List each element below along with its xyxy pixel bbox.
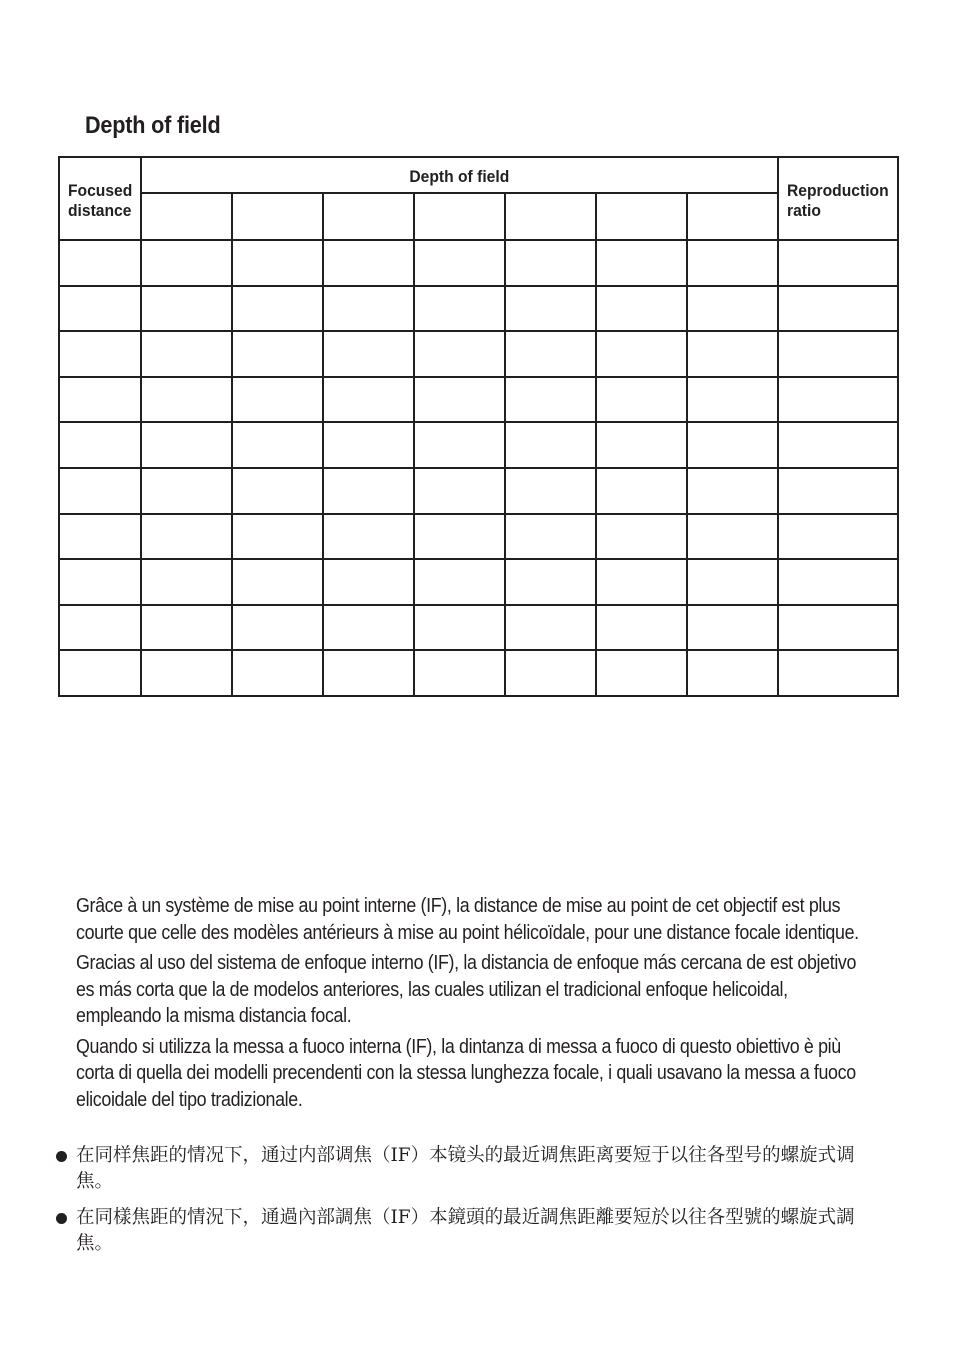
table-cell xyxy=(687,240,778,286)
table-cell xyxy=(778,286,898,332)
table-cell xyxy=(59,240,141,286)
table-cell xyxy=(778,605,898,651)
table-cell xyxy=(778,422,898,468)
dof-subheader-cell xyxy=(687,193,778,240)
table-cell xyxy=(414,468,505,514)
focused-distance-header: Focused distance xyxy=(59,157,141,240)
dof-subheader-cell xyxy=(232,193,323,240)
table-cell xyxy=(232,331,323,377)
table-subheader-row xyxy=(59,193,898,240)
table-row xyxy=(59,605,898,651)
table-cell xyxy=(232,422,323,468)
table-cell xyxy=(59,559,141,605)
table-row xyxy=(59,286,898,332)
table-cell xyxy=(505,331,596,377)
table-cell xyxy=(141,514,232,560)
table-cell xyxy=(414,605,505,651)
dof-subheader-cell xyxy=(323,193,414,240)
table-cell xyxy=(505,650,596,696)
table-cell xyxy=(414,240,505,286)
table-cell xyxy=(323,559,414,605)
table-cell xyxy=(505,514,596,560)
table-cell xyxy=(323,286,414,332)
table-cell xyxy=(596,468,687,514)
table-cell xyxy=(414,559,505,605)
table-cell xyxy=(596,514,687,560)
table-cell xyxy=(414,514,505,560)
table-cell xyxy=(141,650,232,696)
depth-of-field-header: Depth of field xyxy=(141,157,778,193)
section-title: Depth of field xyxy=(85,112,221,139)
table-row xyxy=(59,240,898,286)
dof-subheader-cell xyxy=(505,193,596,240)
bullet-dot-icon xyxy=(56,1213,67,1224)
table-cell xyxy=(414,422,505,468)
table-cell xyxy=(323,468,414,514)
table-cell xyxy=(505,605,596,651)
table-cell xyxy=(778,650,898,696)
table-cell xyxy=(141,559,232,605)
table-cell xyxy=(59,286,141,332)
table-cell xyxy=(778,240,898,286)
table-cell xyxy=(59,422,141,468)
table-row xyxy=(59,650,898,696)
table-cell xyxy=(505,559,596,605)
table-cell xyxy=(323,331,414,377)
table-row xyxy=(59,331,898,377)
description-text xyxy=(76,893,876,1117)
table-cell xyxy=(232,377,323,423)
table-header-row xyxy=(59,157,898,193)
table-row xyxy=(59,514,898,560)
table-cell xyxy=(687,514,778,560)
table-cell xyxy=(323,422,414,468)
table-cell xyxy=(323,650,414,696)
table-cell xyxy=(323,514,414,560)
bullet-traditional-chinese: 在同樣焦距的情況下，通過內部調焦（IF）本鏡頭的最近調焦距離要短於以往各型號的螺旋式調焦。 xyxy=(56,1205,876,1257)
table-cell xyxy=(687,422,778,468)
table-cell xyxy=(59,605,141,651)
table-row xyxy=(59,422,898,468)
table-cell xyxy=(323,377,414,423)
paragraph-italian: Quando si utilizza la messa a fuoco interna (IF), la dintanza di messa a fuoco di questo obiettivo è più corta di quella dei modelli precendenti con la stessa lunghezza focale, i quali usavano la messa a fuoco elicoidale del tipo tradizionale. xyxy=(76,1034,856,1111)
reproduction-ratio-header: Reproduction ratio xyxy=(778,157,898,240)
table-cell xyxy=(687,559,778,605)
table-cell xyxy=(59,514,141,560)
table-cell xyxy=(687,605,778,651)
table-cell xyxy=(505,286,596,332)
table-cell xyxy=(414,331,505,377)
table-row xyxy=(59,377,898,423)
table-cell xyxy=(141,331,232,377)
table-cell xyxy=(141,468,232,514)
bullet-dot-icon xyxy=(56,1151,67,1162)
dof-subheader-cell xyxy=(141,193,232,240)
table-cell xyxy=(596,650,687,696)
dof-subheader-cell xyxy=(596,193,687,240)
depth-of-field-table xyxy=(58,156,899,697)
table-cell xyxy=(59,377,141,423)
table-cell xyxy=(232,286,323,332)
table-cell xyxy=(414,650,505,696)
paragraph-french: Grâce à un système de mise au point interne (IF), la distance de mise au point de cet objectif est plus courte que celle des modèles antérieurs à mise au point hélicoïdale, pour une distance focale identique. xyxy=(76,894,859,944)
table-cell xyxy=(141,286,232,332)
table-cell xyxy=(596,605,687,651)
table-row xyxy=(59,468,898,514)
table-cell xyxy=(687,377,778,423)
table-cell xyxy=(414,286,505,332)
table-cell xyxy=(687,468,778,514)
table-cell xyxy=(778,468,898,514)
table-cell xyxy=(596,559,687,605)
table-cell xyxy=(778,377,898,423)
table-cell xyxy=(596,286,687,332)
table-cell xyxy=(414,377,505,423)
table-cell xyxy=(323,605,414,651)
table-cell xyxy=(59,468,141,514)
table-cell xyxy=(232,559,323,605)
table-cell xyxy=(505,377,596,423)
table-cell xyxy=(505,422,596,468)
table-cell xyxy=(59,650,141,696)
table-cell xyxy=(505,468,596,514)
table-cell xyxy=(687,650,778,696)
table-row xyxy=(59,559,898,605)
table-cell xyxy=(687,286,778,332)
table-cell xyxy=(778,331,898,377)
bullet-simplified-chinese: 在同样焦距的情况下，通过内部调焦（IF）本镜头的最近调焦距离要短于以往各型号的螺旋式调焦。 xyxy=(56,1143,876,1195)
table-cell xyxy=(596,240,687,286)
table-cell xyxy=(778,559,898,605)
table-cell xyxy=(141,240,232,286)
table-cell xyxy=(778,514,898,560)
paragraph-spanish: Gracias al uso del sistema de enfoque interno (IF), la distancia de enfoque más cercana de est objetivo es más corta que la de modelos anteriores, las cuales utilizan el tradicional enfoque helicoidal, empleando la misma distancia focal. xyxy=(76,951,857,1027)
table-cell xyxy=(141,377,232,423)
table-cell xyxy=(232,468,323,514)
table-cell xyxy=(323,240,414,286)
table-cell xyxy=(232,605,323,651)
table-cell xyxy=(596,331,687,377)
table-cell xyxy=(596,422,687,468)
table-cell xyxy=(232,514,323,560)
table-cell xyxy=(687,331,778,377)
table-cell xyxy=(59,331,141,377)
table-cell xyxy=(232,650,323,696)
dof-subheader-cell xyxy=(414,193,505,240)
table-cell xyxy=(141,422,232,468)
table-cell xyxy=(596,377,687,423)
table-cell xyxy=(232,240,323,286)
table-cell xyxy=(505,240,596,286)
table-cell xyxy=(141,605,232,651)
